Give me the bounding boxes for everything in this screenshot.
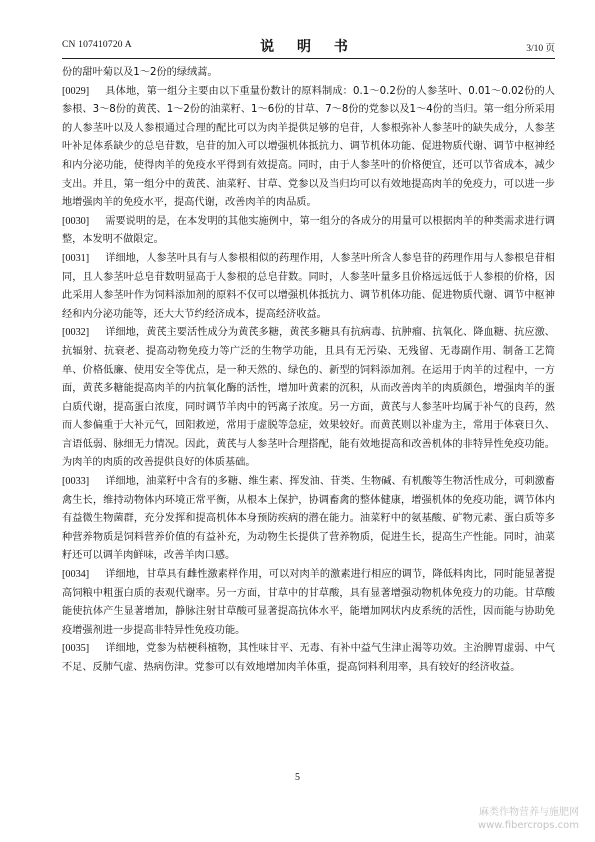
paragraph-number: [0029] xyxy=(62,85,90,97)
paragraph-0031 xyxy=(62,250,555,324)
paragraph-0030 xyxy=(62,213,555,250)
publication-number: CN 107410720 A xyxy=(62,40,132,50)
paragraph-number: [0030] xyxy=(62,215,90,227)
paragraph-number: [0032] xyxy=(62,327,90,339)
header-divider xyxy=(62,58,555,59)
site-watermark xyxy=(478,806,579,832)
page-counter: 3/10 页 xyxy=(526,44,555,54)
paragraph-text: 详细地，黄芪主要活性成分为黄芪多糖，黄芪多糖具有抗病毒、抗肿瘤、抗氧化、降血糖、抗应激、抗辐射、抗衰老、提高动物免疫力等广泛的生物学功能，且具有无污染、无残留、无毒副作用、制备工艺简单、价格低廉、使用安全等优点，是一种天然的、绿色的、新型的饲料添加剂。在运用于肉羊的过程中，一方面，黄芪多糖能提高肉羊的内抗氧化酶的活性，增加叶黄素的沉积，从而改善肉羊的肉质颜色，增强肉羊的蛋白质代谢，提高蛋白浓度，同时调节羊肉中的钙离子浓度。另一方面，黄芪与人参茎叶均属于补气的良药，然而人参偏重于大补元气，回阳救逆，常用于虚脱等急症，效果较好。而黄芪则以补虚为主，常用于体衰日久、言语低弱、脉细无力情况。因此，黄芪与人参茎叶合理搭配，能有效地提高和改善机体的非特异性免疫功能。为肉羊的肉质的改善提供良好的体质基础。 xyxy=(62,327,555,469)
paragraph-text: 具体地，第一组分主要由以下重量份数计的原料制成：0.1～0.2份的人参茎叶、0.01～0.02份的人参根、3～8份的黄芪、1～2份的油菜籽、1～6份的甘草、7～8份的党参以及1～4份的当归。第一组分所采用的人参茎叶以及人参根通过合理的配比可以为肉羊提供足够的皂苷，人参根弥补人参茎叶的缺失成分，人参茎叶补足体系缺少的总皂苷数，皂苷的加入可以增强机体抵抗力、调节机体功能、促进物质代谢、调节中枢神经和内分泌功能，使得肉羊的免疫水平得到有效提高。同时，由于人参茎叶的价格便宜，还可以节省成本，减少支出。并且，第一组分中的黄芪、油菜籽、甘草、党参以及当归均可以有效地提高肉羊的免疫力，可以进一步地增强肉羊的免疫水平，提高代谢，改善肉羊的肉品质。 xyxy=(62,85,555,209)
paragraph-text: 份的甜叶菊以及1～2份的绿绒蒿。 xyxy=(62,67,218,78)
paragraph-text: 详细地，油菜籽中含有的多糖、维生素、挥发油、苷类、生物碱、有机酸等生物活性成分，可刺激畜禽生长，维持动物体内环境正常平衡，从根本上保护，协调畜禽的整体健康，增强机体的免疫功能，调节体内有益微生物菌群，充分发挥和提高机体本身预防疾病的潜在能力。油菜籽中的氨基酸、矿物元素、蛋白质等多种营养物质是饲料营养价值的有益补充，为动物生长提供了营养物质，促进生长，提高生产性能。同时，油菜籽还可以调羊肉鲜味，改善羊肉口感。 xyxy=(62,476,555,562)
paragraph-number: [0031] xyxy=(62,252,90,264)
watermark-site-name: 麻类作物营养与施肥网 xyxy=(479,807,579,818)
paragraph-text: 详细地，甘草具有雌性激素样作用，可以对肉羊的激素进行相应的调节，降低料肉比，同时能显著提高饲粮中粗蛋白质的表观代谢率。另一方面，甘草中的甘草酸，具有显著增强动物机体免疫力的功能。甘草酸能使抗体产生显著增加，静脉注射甘草酸可显著提高抗体水平，能增加网状内皮系统的活性，因而能与协助免疫增强剂进一步提高非特异性免疫功能。 xyxy=(62,569,555,636)
paragraph-text: 需要说明的是，在本发明的其他实施例中，第一组分的各成分的用量可以根据肉羊的种类需求进行调整，本发明不做限定。 xyxy=(62,215,555,246)
paragraph-0029 xyxy=(62,83,555,213)
page-number: 5 xyxy=(295,772,300,783)
paragraph-0035 xyxy=(62,640,555,677)
paragraph-continuation xyxy=(62,64,555,83)
document-body xyxy=(62,64,555,678)
paragraph-0032 xyxy=(62,324,555,473)
paragraph-0034 xyxy=(62,566,555,640)
paragraph-text: 详细地，党参为桔梗科植物，其性味甘平、无毒、有补中益气生津止渴等功效。主治脾胃虚弱、中气不足、反肺气虚、热病伤津。党参可以有效地增加肉羊体重，提高饲料利用率，具有较好的经济收益。 xyxy=(62,643,555,673)
paragraph-text: 详细地，人参茎叶具有与人参根相似的药理作用，人参茎叶所含人参皂苷的药理作用与人参根皂苷相同，且人参茎叶总皂苷数明显高于人参根的总皂苷数。同时，人参茎叶量多且价格远远低于人参根的价格，因此采用人参茎叶作为饲料添加剂的原料不仅可以增强机体抵抗力、调节机体功能、促进物质代谢、调节中枢神经和内分泌功能等，还大大节约经济成本，提高经济收益。 xyxy=(62,252,555,320)
paragraph-number: [0033] xyxy=(62,476,90,488)
watermark-url: www.fibercrops.com xyxy=(477,820,579,831)
document-type-title: 说 明 书 xyxy=(260,39,357,55)
paragraph-number: [0035] xyxy=(62,643,90,655)
paragraph-0033 xyxy=(62,473,555,566)
paragraph-number: [0034] xyxy=(62,569,90,581)
page-header xyxy=(62,36,555,56)
